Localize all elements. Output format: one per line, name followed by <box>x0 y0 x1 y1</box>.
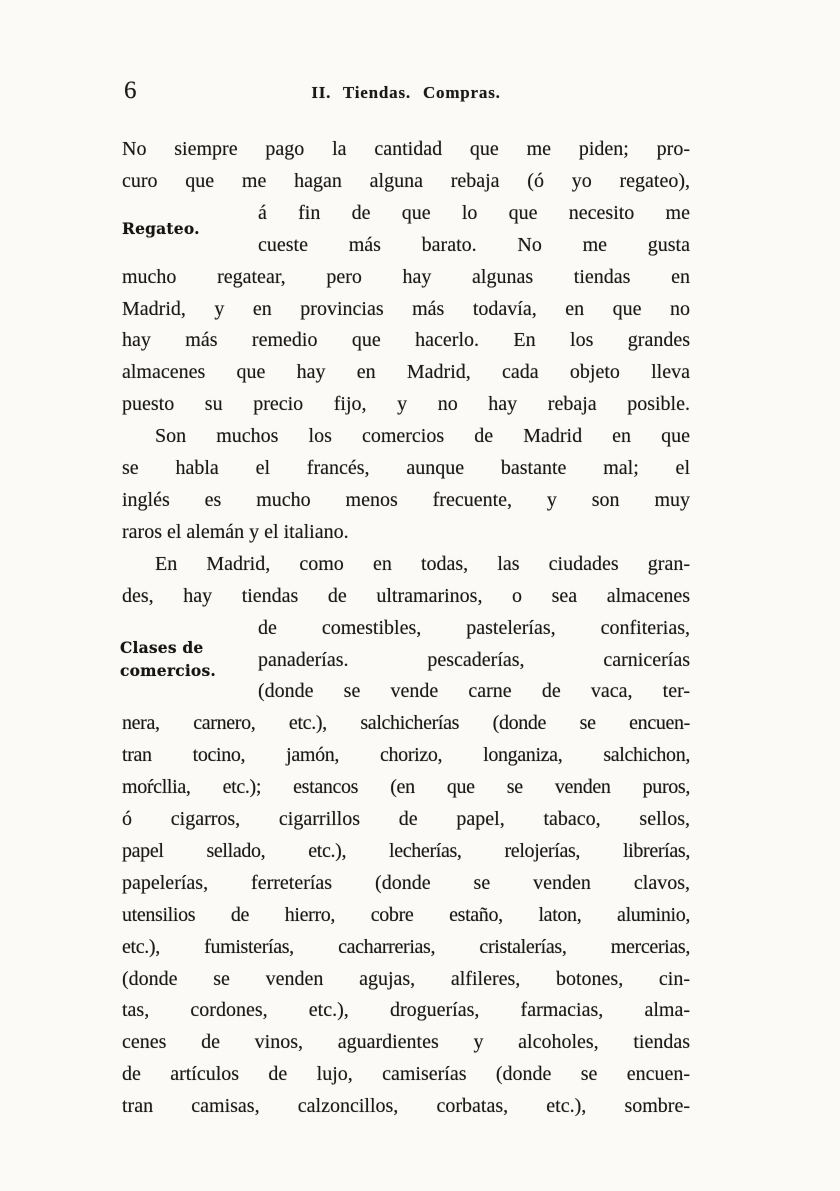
text-line: cenes de vinos, aguardientes y alcoholes, tiendas <box>122 1031 690 1054</box>
text-line: de artículos de lujo, camiserías (donde se encuen- <box>122 1063 690 1086</box>
text-line: tran camisas, calzoncillos, corbatas, etc.), sombre- <box>122 1095 690 1118</box>
text-line: almacenes que hay en Madrid, cada objeto lleva <box>122 361 690 384</box>
text-line: Madrid, y en provincias más todavía, en que no <box>122 297 690 320</box>
margin-note-regateo: Regateo. <box>122 219 200 238</box>
text-line: de comestibles, pastelerías, confiterias, <box>258 616 690 639</box>
text-line: inglés es mucho menos frecuente, y son muy <box>122 488 690 511</box>
text-line: raros el alemán y el italiano. <box>122 520 349 543</box>
text-line: En Madrid, como en todas, las ciudades gran- <box>155 552 690 575</box>
margin-note-line: comercios. <box>120 661 216 680</box>
text-line: á fin de que lo que necesito me <box>258 201 690 224</box>
running-header: II. Tiendas. Compras. <box>311 83 501 102</box>
text-line: papel sellado, etc.), lecherías, relojerías, librerías, <box>122 839 690 862</box>
page-number: 6 <box>124 77 137 104</box>
text-line: papelerías, ferreterías (donde se venden clavos, <box>122 871 690 894</box>
text-line: curo que me hagan alguna rebaja (ó yo regateo), <box>122 169 690 192</box>
text-line: etc.), fumisterías, cacharrerias, cristalerías, mercerias, <box>122 935 690 958</box>
text-line: panaderías. pescaderías, carnicerías <box>258 648 690 671</box>
text-line: tas, cordones, etc.), droguerías, farmacias, alma- <box>122 999 690 1022</box>
margin-note-line: Clases de <box>120 638 204 657</box>
text-line: Son muchos los comercios de Madrid en que <box>155 425 690 448</box>
text-line: (donde se vende carne de vaca, ter- <box>258 680 690 703</box>
text-line: hay más remedio que hacerlo. En los grandes <box>122 329 690 352</box>
text-line: No siempre pago la cantidad que me piden; pro- <box>122 138 690 160</box>
text-line: mucho regatear, pero hay algunas tiendas en <box>122 265 690 288</box>
text-line: (donde se venden agujas, alfileres, botones, cin- <box>122 967 690 990</box>
text-line: des, hay tiendas de ultramarinos, o sea almacenes <box>122 584 690 607</box>
text-line: tran tocino, jamón, chorizo, longaniza, salchichon, <box>122 744 690 767</box>
text-line: puesto su precio fijo, y no hay rebaja posible. <box>122 393 690 416</box>
text-line: ó cigarros, cigarrillos de papel, tabaco, sellos, <box>122 808 690 831</box>
text-line: utensilios de hierro, cobre estaño, laton, aluminio, <box>122 903 690 926</box>
text-line: cueste más barato. No me gusta <box>258 233 690 256</box>
text-line: moŕcllia, etc.); estancos (en que se venden puros, <box>122 776 690 799</box>
body-text <box>122 134 690 1123</box>
text-line: nera, carnero, etc.), salchicherías (donde se encuen- <box>122 712 690 735</box>
text-line: se habla el francés, aunque bastante mal; el <box>122 457 690 480</box>
